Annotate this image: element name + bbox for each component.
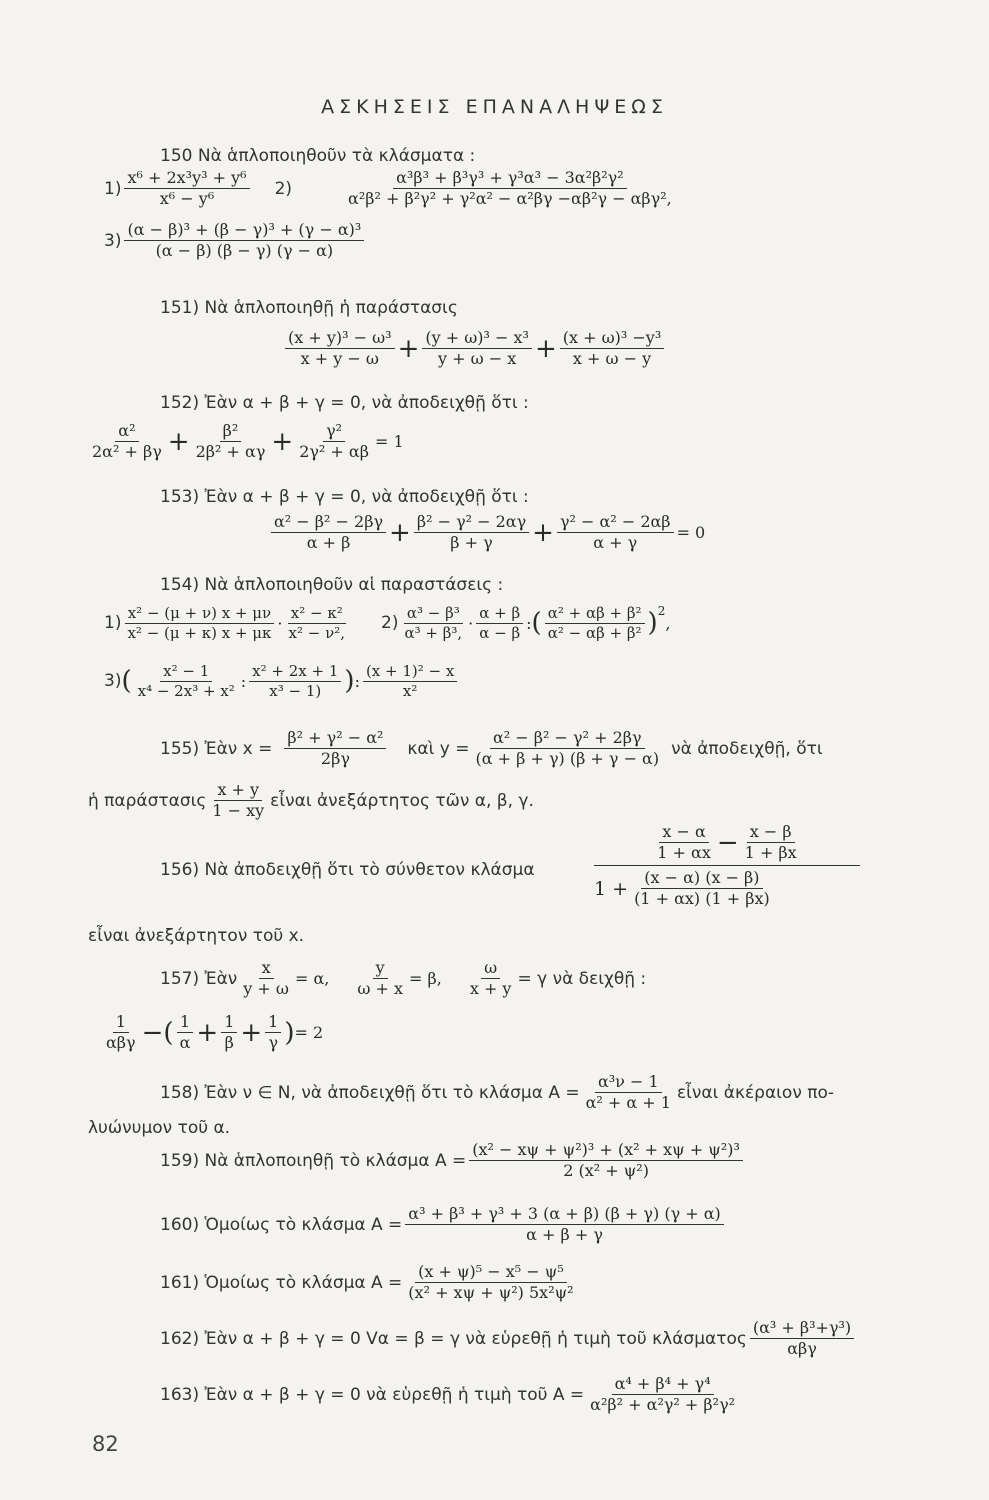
ex155-x-fraction	[284, 728, 386, 769]
ex150-f1-numerator: x⁶ + 2x³y³ + y⁶	[124, 168, 249, 189]
ex156-n2-fraction	[742, 822, 800, 863]
ex150-f1-denominator: x⁶ − y⁶	[159, 189, 215, 208]
ex151-b-numerator: (y + ω)³ − x³	[422, 328, 532, 349]
ex155-y-fraction	[473, 728, 663, 769]
ex155-line2-start: ἡ παράστασις	[88, 790, 207, 811]
ex154-p2b-denominator: α − β	[479, 623, 521, 642]
ex154-p3a-numerator: x² − 1	[160, 662, 212, 682]
ex157-b-denominator: ω + x	[357, 979, 403, 998]
ex157-intro: 157) Ἐὰν	[160, 968, 238, 989]
ex154-label-2: 2)	[381, 613, 399, 634]
ex157-r0-fraction	[103, 1012, 139, 1053]
ex155-e-denominator: 1 − xy	[212, 801, 265, 820]
ex154-p3b-denominator: x³ − 1)	[269, 681, 322, 700]
ex153-b-numerator: β² − γ² − 2αγ	[414, 512, 529, 533]
ex154-p3c-numerator: (x + 1)² − x	[363, 662, 457, 682]
ex153-a-numerator: α² − β² − 2βγ	[271, 512, 386, 533]
ex151-a-numerator: (x + y)³ − ω³	[285, 328, 395, 349]
ex154-p2-fraction-b	[476, 604, 523, 643]
ex157-c-equals: = γ νὰ δειχθῇ :	[517, 968, 647, 989]
ex152-fraction-b	[193, 421, 269, 462]
ex157-b-numerator: y	[373, 958, 388, 979]
plus-sign: +	[167, 426, 190, 457]
ex151-c-denominator: x + ω − y	[572, 349, 652, 368]
ex158-line1	[160, 1072, 834, 1113]
ex152-fraction-c	[296, 421, 372, 462]
ex160-numerator: α³ + β³ + γ³ + 3 (α + β) (β + γ) (γ + α)	[405, 1204, 723, 1225]
ex151-intro: 151) Νὰ ἁπλοποιηθῇ ἡ παράστασις	[160, 298, 458, 318]
ex157-line1	[160, 958, 646, 999]
ex157-line2	[100, 1012, 323, 1053]
ex161-fraction	[405, 1262, 576, 1303]
ex157-rhs: = 2	[294, 1023, 324, 1042]
ex154-p1a-numerator: x² − (μ + ν) x + μν	[125, 604, 274, 624]
colon-operator: :	[354, 671, 360, 691]
plus-sign: +	[271, 426, 294, 457]
ex156-d-fraction	[631, 868, 773, 909]
ex156-n2-numerator: x − β	[747, 822, 795, 843]
ex159-denominator: 2 (x² + ψ²)	[563, 1161, 649, 1180]
ex156-compound-fraction	[594, 822, 860, 909]
ex154-p2a-denominator: α³ + β³,	[404, 623, 463, 642]
ex151-expression	[282, 328, 667, 369]
ex157-r2-numerator: 1	[221, 1012, 237, 1033]
ex161-intro: 161) Ὁμοίως τὸ κλάσμα A =	[160, 1272, 403, 1293]
ex160-denominator: α + β + γ	[526, 1225, 603, 1244]
ex154-p3a-denominator: x⁴ − 2x³ + x²	[137, 681, 235, 700]
right-paren: )	[647, 608, 658, 639]
ex157-a-numerator: x	[259, 958, 274, 979]
ex151-a-denominator: x + y − ω	[300, 349, 379, 368]
ex151-c-numerator: (x + ω)³ −y³	[560, 328, 665, 349]
ex157-r3-denominator: γ	[268, 1033, 279, 1052]
ex157-c-numerator: ω	[481, 958, 500, 979]
ex161-line	[160, 1262, 580, 1303]
ex159-numerator: (x² − xψ + ψ²)³ + (x² + xψ + ψ²)³	[469, 1140, 743, 1161]
ex159-fraction	[469, 1140, 743, 1181]
ex156-numerator	[594, 822, 860, 866]
ex154-p2c-numerator: α² + αβ + β²	[545, 604, 645, 624]
ex158-line2: λυώνυμον τοῦ α.	[88, 1118, 231, 1138]
dot-operator: ·	[468, 613, 474, 633]
ex153-c-denominator: α + γ	[593, 533, 638, 552]
ex157-a-denominator: y + ω	[243, 979, 289, 998]
ex155-y-denominator: (α + β + γ) (β + γ − α)	[475, 749, 660, 768]
ex158-tail: εἶναι ἀκέραιον πο-	[676, 1082, 835, 1103]
ex154-p3-fraction-c	[363, 662, 457, 701]
ex163-intro: 163) Ἐὰν α + β + γ = 0 νὰ εὑρεθῇ ἡ τιμὴ τοῦ A =	[160, 1384, 585, 1405]
left-paren: (	[163, 1017, 174, 1048]
ex154-p1b-numerator: x² − κ²	[288, 604, 346, 624]
colon-operator: :	[240, 671, 247, 691]
ex158-intro: 158) Ἐὰν ν ∈ N, νὰ ἀποδειχθῇ ὅτι τὸ κλάσμα A =	[160, 1082, 580, 1103]
ex152-c-numerator: γ²	[323, 421, 345, 442]
ex150-f2-denominator: α²β² + β²γ² + γ²α² − α²βγ −αβ²γ − αβγ²,	[348, 189, 672, 208]
ex150-label-3: 3)	[104, 230, 122, 251]
ex162-line	[160, 1318, 857, 1359]
ex154-label-3: 3)	[104, 671, 122, 692]
ex151-fraction-b	[422, 328, 532, 369]
ex154-intro: 154) Νὰ ἁπλοποιηθοῦν αἱ παραστάσεις :	[160, 575, 504, 595]
ex157-r3-numerator: 1	[265, 1012, 281, 1033]
ex162-intro: 162) Ἐὰν α + β + γ = 0 Vα = β = γ νὰ εὑρεθῇ ἡ τιμὴ τοῦ κλάσματος	[160, 1328, 747, 1349]
ex157-r1-fraction	[177, 1012, 194, 1053]
plus-sign: +	[532, 517, 554, 548]
ex157-r1-numerator: 1	[177, 1012, 193, 1033]
ex154-p1-fraction-b	[286, 604, 348, 643]
ex156-tail: εἶναι ἀνεξάρτητον τοῦ x.	[88, 926, 305, 946]
ex154-p3-fraction-b	[249, 662, 341, 701]
ex156-one-plus: 1 +	[594, 877, 629, 900]
ex158-fraction	[583, 1072, 674, 1113]
ex158-denominator: α² + α + 1	[585, 1093, 671, 1112]
ex157-c-denominator: x + y	[469, 979, 512, 998]
ex163-fraction	[587, 1374, 738, 1415]
ex152-a-denominator: 2α² + βγ	[92, 442, 162, 461]
ex153-rhs: = 0	[676, 523, 706, 542]
ex152-rhs: = 1	[374, 432, 404, 451]
ex159-line	[160, 1140, 746, 1181]
ex157-a-equals: = α,	[294, 969, 330, 988]
ex150-fraction-1	[124, 168, 249, 209]
ex153-fraction-b	[414, 512, 529, 553]
ex156-n1-fraction	[654, 822, 714, 863]
ex157-r1-denominator: α	[179, 1033, 191, 1052]
ex154-p2a-numerator: α³ − β³	[404, 604, 463, 624]
ex154-square: 2	[657, 604, 666, 618]
ex155-line2-end: εἶναι ἀνεξάρτητος τῶν α, β, γ.	[270, 790, 534, 811]
ex156-n2-denominator: 1 + βx	[744, 843, 797, 862]
ex153-c-numerator: γ² − α² − 2αβ	[557, 512, 674, 533]
ex155-line1	[160, 728, 823, 769]
plus-sign: +	[534, 333, 557, 364]
ex155-x-numerator: β² + γ² − α²	[284, 728, 386, 749]
ex152-expression	[86, 421, 404, 462]
colon-operator: :	[526, 613, 532, 633]
page-heading: ΑΣΚΗΣΕΙΣ ΕΠΑΝΑΛΗΨΕΩΣ	[321, 96, 668, 118]
ex157-b-equals: = β,	[409, 969, 442, 988]
plus-sign: +	[240, 1017, 263, 1048]
ex154-p1-fraction-a	[124, 604, 274, 643]
ex156-denominator	[594, 866, 860, 909]
ex157-r2-denominator: β	[224, 1033, 234, 1052]
ex153-expression	[268, 512, 705, 553]
ex157-c-fraction	[467, 958, 515, 999]
ex154-p2b-numerator: α + β	[476, 604, 523, 624]
ex157-b-fraction	[354, 958, 406, 999]
ex159-intro: 159) Νὰ ἁπλοποιηθῇ τὸ κλάσμα A =	[160, 1150, 467, 1171]
ex155-line2	[88, 780, 534, 821]
ex161-denominator: (x² + xψ + ψ²) 5x²ψ²	[408, 1283, 574, 1302]
ex152-b-denominator: 2β² + αγ	[195, 442, 266, 461]
ex157-r0-numerator: 1	[113, 1012, 129, 1033]
ex150-label-1: 1)	[104, 178, 122, 199]
ex152-c-denominator: 2γ² + αβ	[299, 442, 369, 461]
ex156-n1-denominator: 1 + αx	[657, 843, 711, 862]
ex154-line3	[104, 662, 460, 701]
minus-sign: −	[141, 1017, 164, 1048]
ex150-fraction-2	[345, 168, 675, 209]
ex154-p2-fraction-a	[401, 604, 465, 643]
ex156-n1-numerator: x − α	[659, 822, 708, 843]
ex154-p1a-denominator: x² − (μ + κ) x + μκ	[127, 623, 272, 642]
ex156-d-numerator: (x − α) (x − β)	[641, 868, 762, 889]
ex163-denominator: α²β² + α²γ² + β²γ²	[590, 1395, 736, 1414]
ex154-line1: 1) $\frac{\text{x² − (μ + ν) x + μν}}{\text{x² − (μ + κ) x + μκ}}$ · $\frac{\text{x² − κ²}}{\text{x² − ν²,}}$ 2) $\frac{\text{α³ − β³}}{\text{α³ + β³,}}$ · $\frac{\alpha + \beta}{\alpha - \beta}$ : ( $\frac{\text{α² + αβ + β²}}{\text{α² − αβ + β²}}$ ) $^2$ ,	[104, 604, 671, 642]
dot-operator: ·	[277, 613, 283, 633]
ex163-line	[160, 1374, 741, 1415]
ex162-fraction	[750, 1318, 854, 1359]
ex150-f2-numerator: α³β³ + β³γ³ + γ³α³ − 3α²β²γ²	[393, 168, 627, 189]
ex150-line3	[104, 220, 367, 261]
right-paren: )	[284, 1017, 295, 1048]
ex157-r0-denominator: αβγ	[106, 1033, 136, 1052]
ex151-fraction-c	[560, 328, 665, 369]
ex154-p2c-denominator: α² − αβ + β²	[547, 623, 642, 642]
page-number: 82	[92, 1432, 119, 1456]
right-paren: )	[344, 666, 355, 697]
ex154-p3c-denominator: x²	[402, 681, 418, 700]
ex157-a-fraction	[240, 958, 292, 999]
left-paren: (	[531, 608, 542, 639]
ex154-p2-fraction-c	[545, 604, 645, 643]
ex156-d-denominator: (1 + αx) (1 + βx)	[634, 889, 770, 908]
ex150-line1	[104, 168, 678, 209]
plus-sign: +	[196, 1017, 219, 1048]
ex154-label-1: 1)	[104, 613, 122, 634]
ex150-label-2: 2)	[274, 178, 293, 199]
ex150-f3-numerator: (α − β)³ + (β − γ)³ + (γ − α)³	[124, 220, 364, 241]
ex155-intro: 155) Ἐὰν x =	[160, 738, 273, 759]
ex156-intro: 156) Νὰ ἀποδειχθῇ ὅτι τὸ σύνθετον κλάσμα	[160, 860, 535, 880]
ex160-intro: 160) Ὁμοίως τὸ κλάσμα A =	[160, 1214, 403, 1235]
ex161-numerator: (x + ψ)⁵ − x⁵ − ψ⁵	[415, 1262, 567, 1283]
left-paren: (	[121, 666, 132, 697]
ex154-p3-fraction-a	[135, 662, 238, 701]
ex151-fraction-a	[285, 328, 395, 369]
ex162-numerator: (α³ + β³+γ³)	[750, 1318, 854, 1339]
ex155-and-y: καὶ y =	[407, 738, 470, 759]
ex160-fraction	[405, 1204, 723, 1245]
ex155-tail: νὰ ἀποδειχθῇ, ὅτι	[671, 738, 823, 759]
ex152-intro: 152) Ἐὰν α + β + γ = 0, νὰ ἀποδειχθῇ ὅτι :	[160, 393, 529, 413]
ex162-denominator: αβγ	[787, 1339, 817, 1358]
ex157-r2-fraction	[221, 1012, 237, 1053]
ex154-p1b-denominator: x² − ν²,	[288, 623, 345, 642]
ex163-numerator: α⁴ + β⁴ + γ⁴	[612, 1374, 714, 1395]
minus-sign: −	[716, 827, 739, 858]
ex160-line	[160, 1204, 727, 1245]
ex153-fraction-c	[557, 512, 674, 553]
ex155-expression-fraction	[209, 780, 267, 821]
ex155-y-numerator: α² − β² − γ² + 2βγ	[490, 728, 645, 749]
ex150-f3-denominator: (α − β) (β − γ) (γ − α)	[155, 241, 334, 260]
ex151-b-denominator: y + ω − x	[438, 349, 517, 368]
ex150-intro: 150 Νὰ ἁπλοποιηθοῦν τὰ κλάσματα :	[160, 146, 476, 166]
ex152-b-numerator: β²	[220, 421, 242, 442]
ex158-numerator: α³ν − 1	[595, 1072, 662, 1093]
ex153-a-denominator: α + β	[306, 533, 351, 552]
ex153-intro: 153) Ἐὰν α + β + γ = 0, νὰ ἀποδειχθῇ ὅτι :	[160, 487, 529, 507]
ex153-b-denominator: β + γ	[450, 533, 493, 552]
ex150-fraction-3	[124, 220, 364, 261]
ex154-p3b-numerator: x² + 2x + 1	[249, 662, 341, 682]
ex155-e-numerator: x + y	[214, 780, 262, 801]
ex155-x-denominator: 2βγ	[320, 749, 350, 768]
ex153-fraction-a	[271, 512, 386, 553]
plus-sign: +	[389, 517, 411, 548]
ex157-r3-fraction	[265, 1012, 281, 1053]
ex152-a-numerator: α²	[115, 421, 138, 442]
plus-sign: +	[397, 333, 420, 364]
ex152-fraction-a	[89, 421, 165, 462]
